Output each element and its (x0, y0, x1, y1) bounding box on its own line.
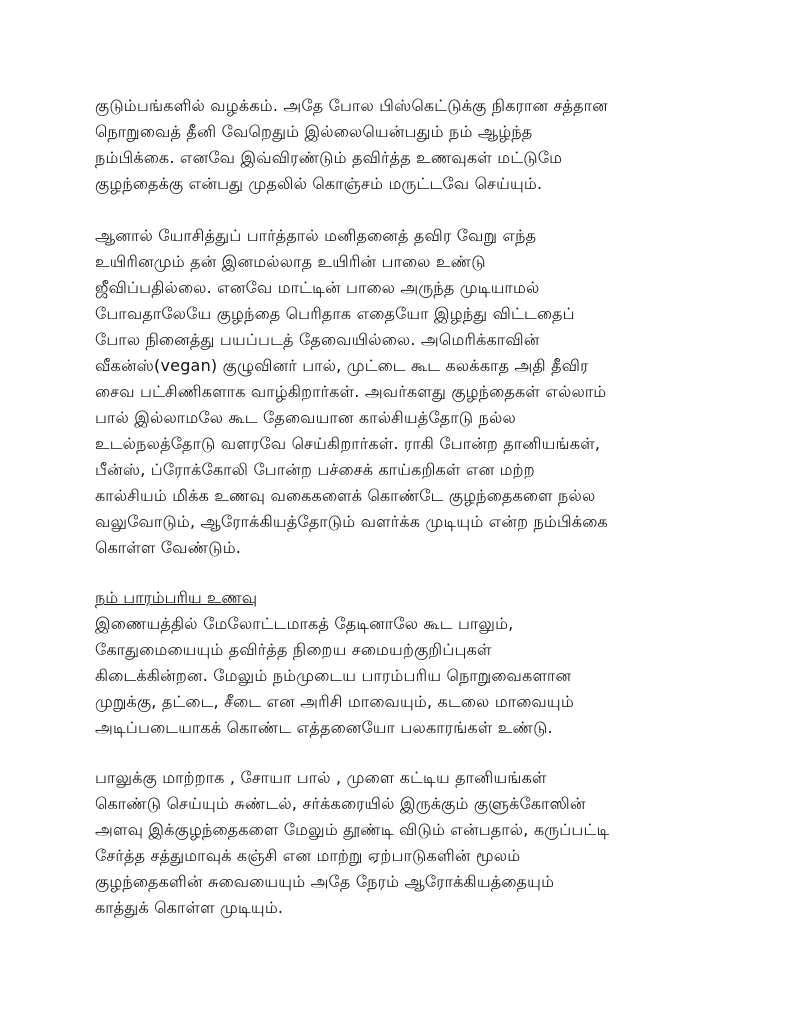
text-line: அடிப்படையாகக் கொண்ட எத்தனையோ பலகாரங்கள் உண்டு. (95, 718, 553, 737)
text-line: பால் இல்லாமலே கூட தேவையான கால்சியத்தோடு நல்ல (95, 408, 516, 427)
text-line: கிடைக்கின்றன. மேலும் நம்முடைய பாரம்பரிய நொறுவைகளான (95, 666, 572, 685)
text-line: கொண்டு செய்யும் சுண்டல், சர்க்கரையில் இருக்கும் குளுக்கோஸின் (95, 794, 586, 813)
text-line: கால்சியம் மிக்க உணவு வகைகளைக் கொண்டே குழந்தைகளை நல்ல (95, 486, 596, 505)
paragraph-3 (95, 611, 715, 741)
text-line: அளவு இக்குழந்தைகளை மேலும் தூண்டி விடும் என்பதால், கருப்பட்டி (95, 820, 610, 839)
text-line: உடல்நலத்தோடு வளரவே செய்கிறார்கள். ராகி போன்ற தானியங்கள், (95, 434, 601, 453)
text-line: ஜீவிப்பதில்லை. எனவே மாட்டின் பாலை அருந்த முடியாமல் (95, 278, 540, 297)
text-line: சைவ பட்சிணிகளாக வாழ்கிறார்கள். அவர்களது குழந்தைகள் எல்லாம் (95, 382, 607, 401)
text-line: வலுவோடும், ஆரோக்கியத்தோடும் வளர்க்க முடியும் என்ற நம்பிக்கை (95, 512, 608, 531)
text-line: உயிரினமும் தன் இனமல்லாத உயிரின் பாலை உண்டு (95, 252, 486, 271)
text-line: பாலுக்கு மாற்றாக , சோயா பால் , முளை கட்டிய தானியங்கள் (95, 768, 547, 787)
text-line: சேர்த்த சத்துமாவுக் கஞ்சி என மாற்று ஏற்பாடுகளின் மூலம் (95, 846, 521, 865)
text-line: கொள்ள வேண்டும். (95, 538, 242, 557)
text-line: நொறுவைத் தீனி வேறெதும் இல்லையென்பதும் நம் ஆழ்ந்த (95, 122, 533, 141)
text-line: முறுக்கு, தட்டை, சீடை என அரிசி மாவையும், கடலை மாவையும் (95, 692, 574, 711)
text-line: வீகன்ஸ்(vegan) குழுவினர் பால், முட்டை கூட கலக்காத அதி தீவிர (95, 356, 589, 375)
text-line: குழந்தைக்கு என்பது முதலில் கொஞ்சம் மருட்டவே செய்யும். (95, 174, 543, 193)
text-line: குழந்தைகளின் சுவையையும் அதே நேரம் ஆரோக்கியத்தையும் (95, 872, 555, 891)
text-line: பீன்ஸ், ப்ரோக்கோலி போன்ற பச்சைக் காய்கறிகள் என மற்ற (95, 460, 535, 479)
paragraph-2 (95, 223, 715, 561)
text-line: காத்துக் கொள்ள முடியும். (95, 898, 284, 917)
section-heading: நம் பாரம்பரிய உணவு (95, 588, 258, 607)
text-line: இணையத்தில் மேலோட்டமாகத் தேடினாலே கூட பாலும், (95, 614, 514, 633)
text-line: குடும்பங்களில் வழக்கம். அதே போல பிஸ்கெட்டுக்கு நிகரான சத்தான (95, 96, 608, 115)
paragraph-4 (95, 765, 715, 921)
text-line: ஆனால் யோசித்துப் பார்த்தால் மனிதனைத் தவிர வேறு எந்த (95, 226, 537, 245)
text-line: போவதாலேயே குழந்தை பெரிதாக எதையோ இழந்து விட்டதைப் (95, 304, 575, 323)
text-line: கோதுமையையும் தவிர்த்த நிறைய சமையற்குறிப்புகள் (95, 640, 492, 659)
text-line: போல நினைத்து பயப்படத் தேவையில்லை. அமெரிக்காவின் (95, 330, 540, 349)
paragraph-1 (95, 93, 715, 197)
text-line: நம்பிக்கை. எனவே இவ்விரண்டும் தவிர்த்த உணவுகள் மட்டுமே (95, 148, 563, 167)
